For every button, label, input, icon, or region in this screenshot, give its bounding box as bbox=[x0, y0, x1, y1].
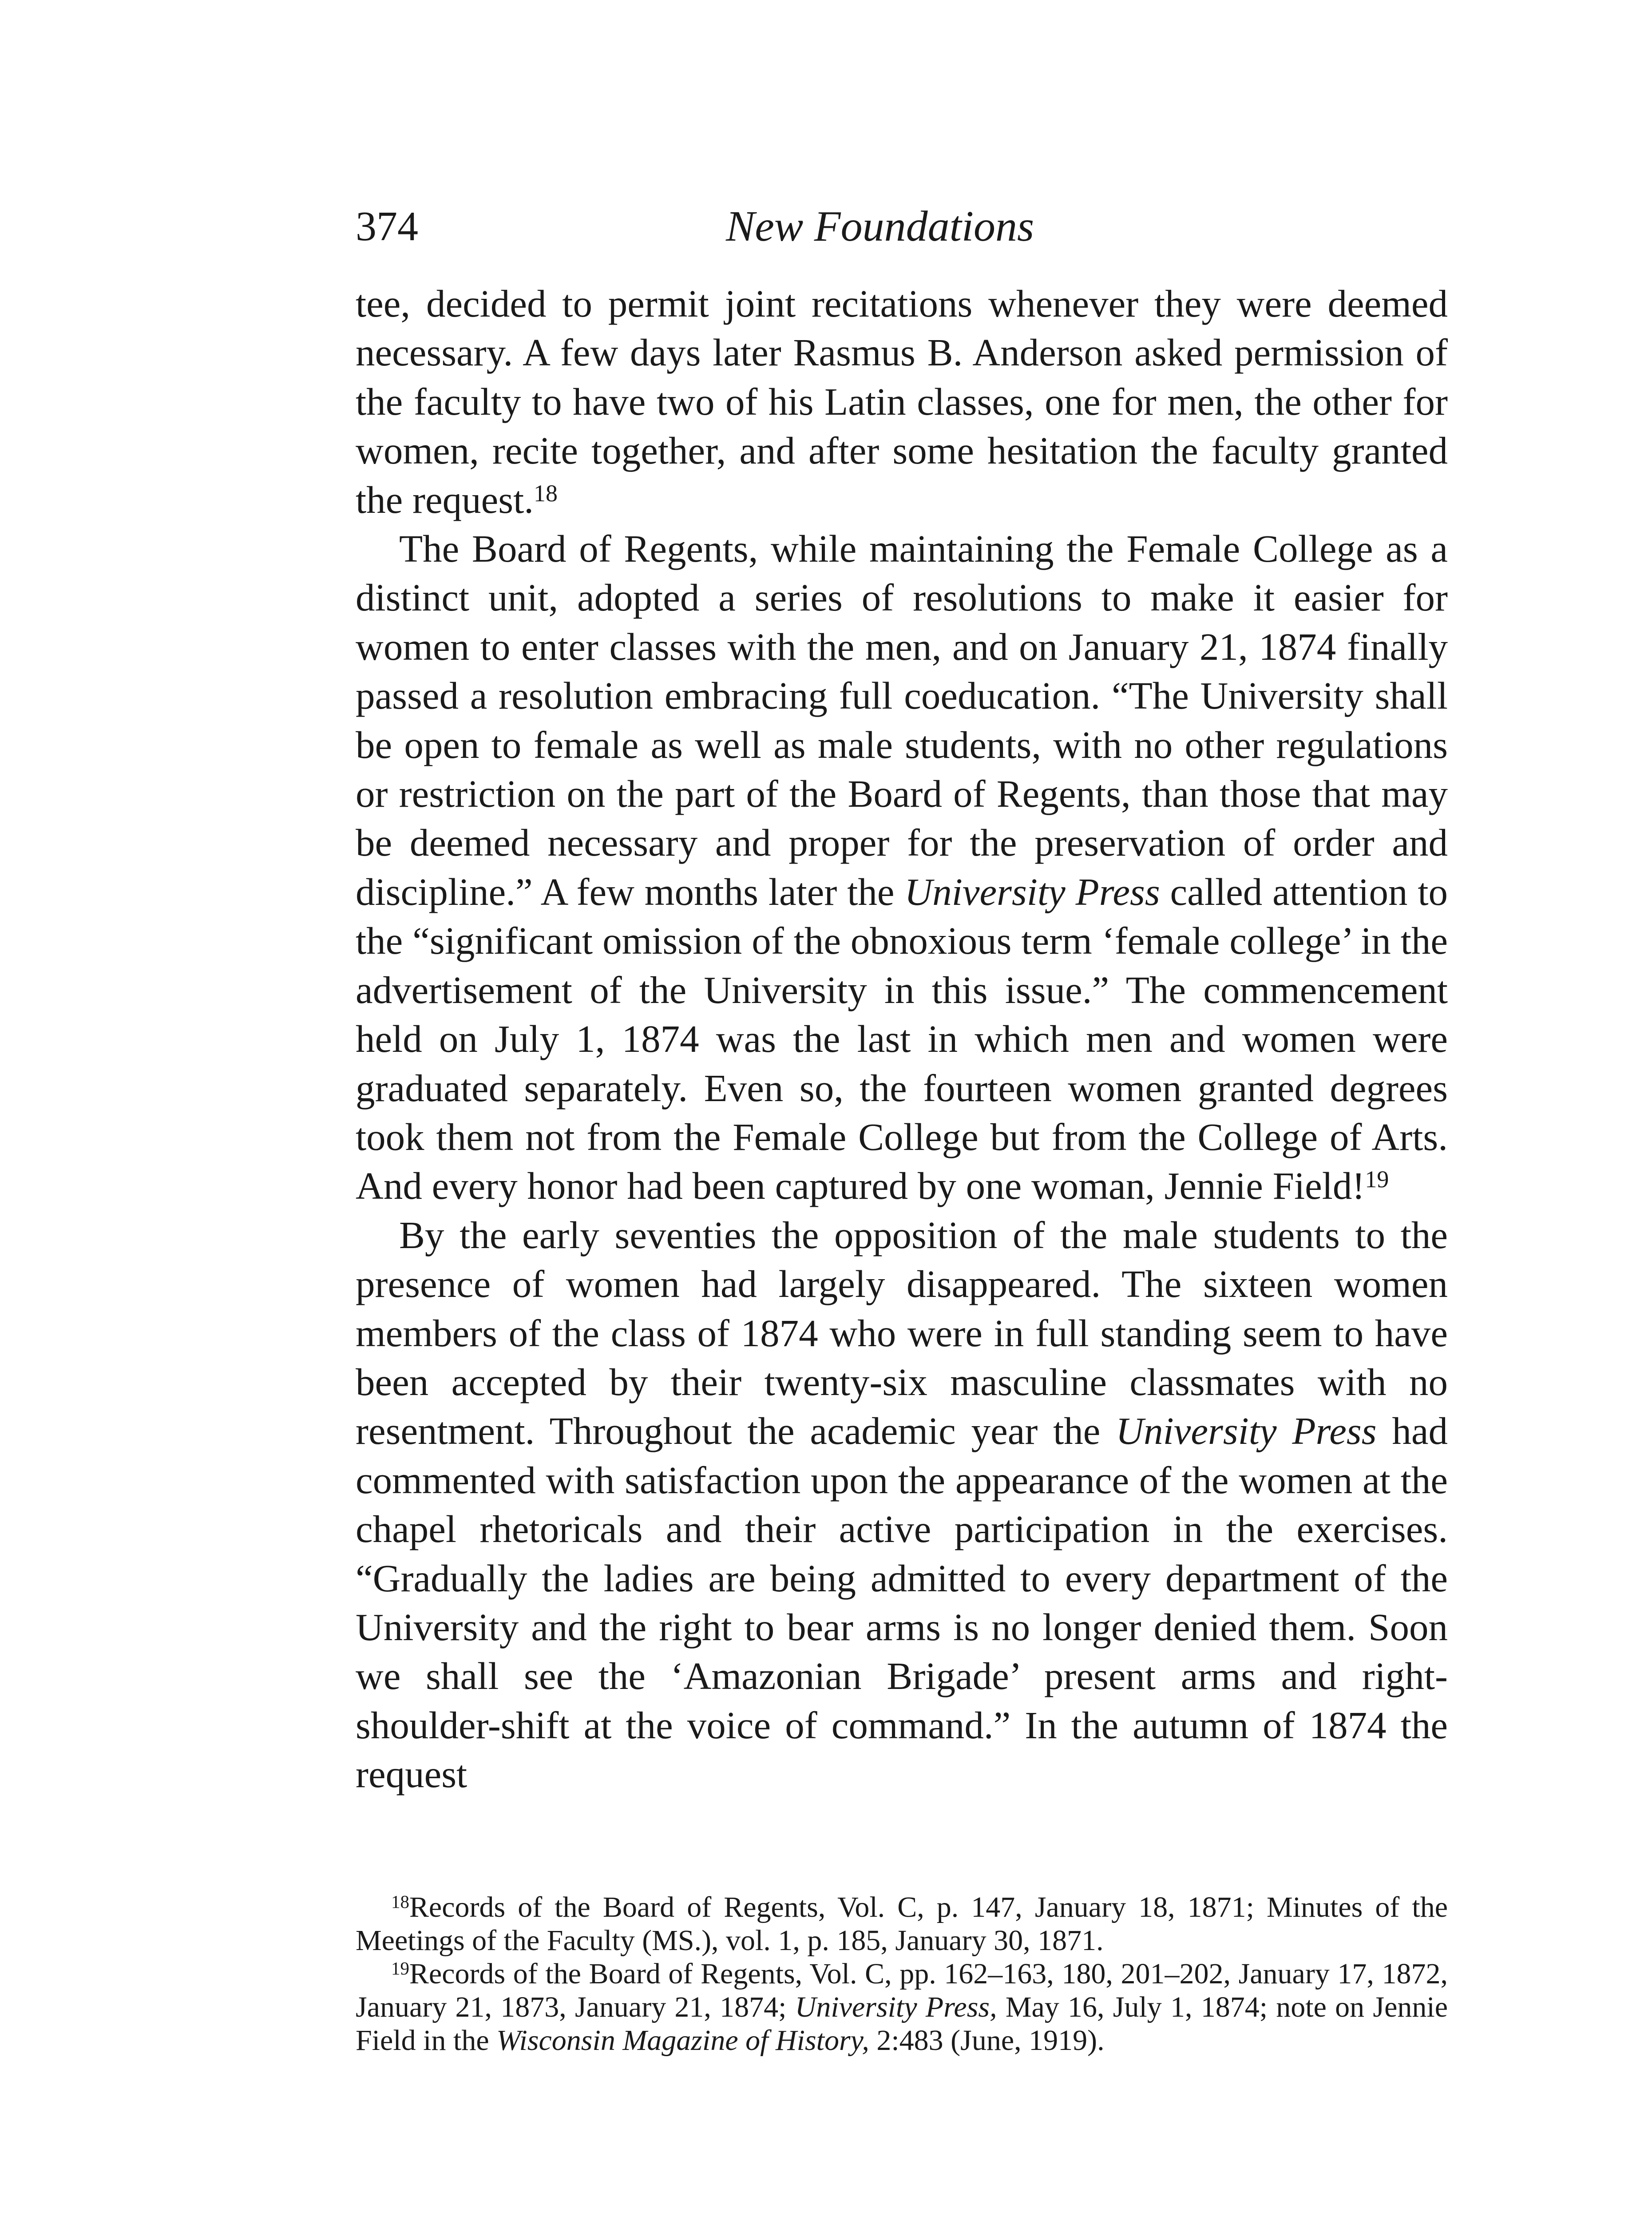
paragraph-1 bbox=[356, 279, 1448, 524]
footnote-19 bbox=[356, 1957, 1448, 2057]
paragraph-2-italic-title: University Press bbox=[904, 870, 1160, 913]
paragraph-2-text-start: The Board of Regents, while maintaining the Female College as a distinct unit, adopted a series of resolutions to make it easier for women to enter classes with the men, and on January 21, 1874 finally passed a resolution embracing full coeducation. “The University shall be open to female as well as male students, with no other regulations or restriction on the part of the Board of Regents, than those that may be deemed necessary and proper for the preservation of order and discipline.” A few months later the bbox=[356, 527, 1448, 913]
paragraph-3 bbox=[356, 1211, 1448, 1799]
footnote-19-text-part-2: May 16, July 1, 1874; note on Jennie Field in the bbox=[356, 1991, 1448, 2057]
footnote-18 bbox=[356, 1891, 1448, 1957]
footnote-ref-19: 19 bbox=[1365, 1166, 1389, 1193]
paragraph-3-text-start: By the early seventies the opposition of the male students to the presence of women had largely disappeared. The sixteen women members of the class of 1874 who were in full standing seem to have been accepted by their twenty-six masculine classmates with no resentment. Throughout the academic year the bbox=[356, 1213, 1448, 1453]
page-number: 374 bbox=[356, 203, 418, 250]
paragraph-3-italic-title: University Press bbox=[1116, 1409, 1377, 1453]
footnote-19-italic-1: University Press, bbox=[795, 1991, 997, 2023]
footnote-18-text: Records of the Board of Regents, Vol. C, p. 147, January 18, 1871; Minutes of the Meetings of the Faculty (MS.), vol. 1, p. 185, January 30, 1871. bbox=[356, 1891, 1448, 1957]
running-title: New Foundations bbox=[726, 202, 1034, 250]
footnote-number-18: 18 bbox=[391, 1892, 409, 1912]
running-header bbox=[356, 200, 1448, 262]
footnote-ref-18: 18 bbox=[534, 480, 558, 507]
paragraph-3-text-end: had commented with satisfaction upon the appearance of the women at the chapel rhetoricals and their active participation in the exercises. “Gradually the ladies are being admitted to every department of the University and the right to bear arms is no longer denied them. Soon we shall see the ‘Amazonian Brigade’ present arms and right-shoulder-shift at the voice of command.” In the autumn of 1874 the request bbox=[356, 1409, 1448, 1796]
footnote-19-italic-2: Wisconsin Magazine of History, bbox=[496, 2024, 869, 2057]
footnotes bbox=[356, 1891, 1448, 2057]
footnote-19-text-part-1: Records of the Board of Regents, Vol. C, pp. 162–163, 180, 201–202, January 17, 1872, January 21, 1873, January 21, 1874; bbox=[356, 1958, 1448, 2023]
main-text bbox=[356, 279, 1448, 1799]
paragraph-2-text-end: called attention to the “significant omission of the obnoxious term ‘female college’ in the advertisement of the University in this issue.” The commencement held on July 1, 1874 was the last in which men and women were graduated separately. Even so, the fourteen women granted degrees took them not from the Female College but from the College of Arts. And every honor had been captured by one woman, Jennie Field! bbox=[356, 870, 1448, 1208]
paragraph-2 bbox=[356, 524, 1448, 1211]
footnote-19-text-part-3: 2:483 (June, 1919). bbox=[869, 2024, 1105, 2057]
paragraph-1-text: tee, decided to permit joint recitations whenever they were deemed necessary. A few days later Rasmus B. Anderson asked permission of the faculty to have two of his Latin classes, one for men, the other for women, recite together, and after some hesitation the faculty granted the request. bbox=[356, 282, 1448, 521]
footnote-number-19: 19 bbox=[391, 1958, 409, 1979]
